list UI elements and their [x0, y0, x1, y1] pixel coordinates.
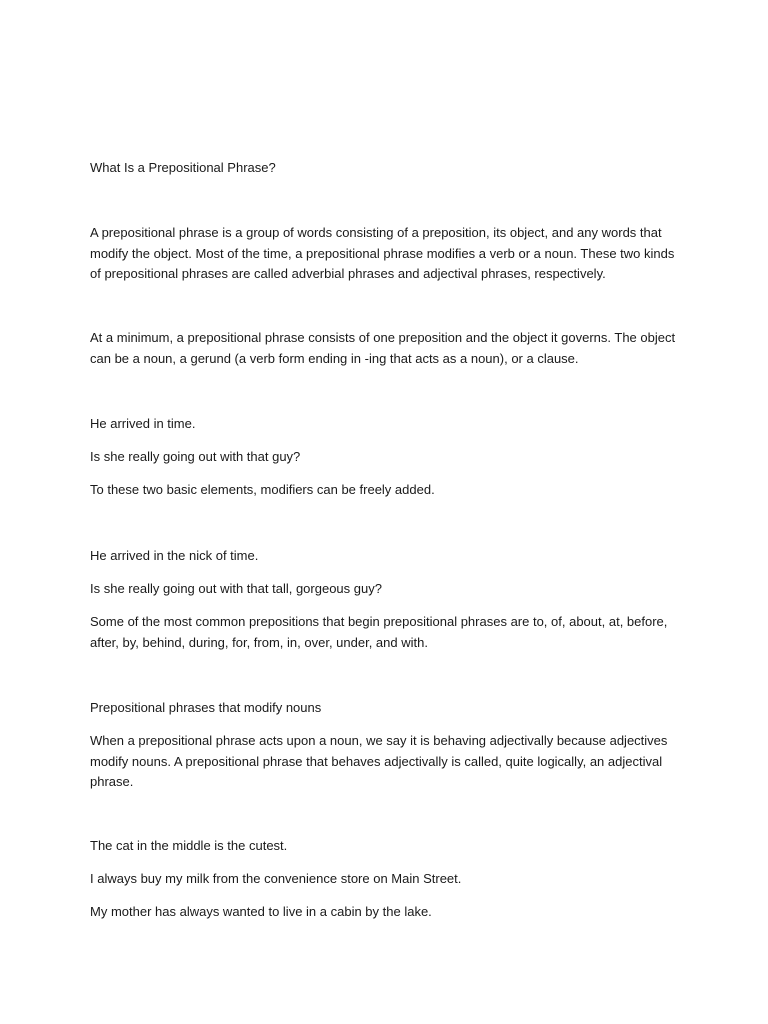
section-heading: Prepositional phrases that modify nouns — [90, 700, 322, 715]
minimum-paragraph: At a minimum, a prepositional phrase consists of one preposition and the object it governs. The object can be a noun, a gerund (a verb form ending in -ing that acts as a noun), or a clause. — [90, 330, 676, 366]
modifiers-note: To these two basic elements, modifiers can be freely added. — [90, 482, 435, 497]
example-sentence-6: I always buy my milk from the convenience store on Main Street. — [90, 871, 462, 886]
adjectival-explanation-paragraph: When a prepositional phrase acts upon a noun, we say it is behaving adjectivally because adjectives modify nouns. A prepositional phrase that behaves adjectivally is called, quite logically, an adjectival phrase. — [90, 733, 668, 789]
example-sentence-7: My mother has always wanted to live in a cabin by the lake. — [90, 904, 432, 919]
example-sentence-4: Is she really going out with that tall, gorgeous guy? — [90, 581, 382, 596]
document-title: What Is a Prepositional Phrase? — [90, 160, 276, 175]
common-prepositions-paragraph: Some of the most common prepositions that begin prepositional phrases are to, of, about, at, before, after, by, behind, during, for, from, in, over, under, and with. — [90, 614, 668, 650]
example-sentence-3: He arrived in the nick of time. — [90, 548, 259, 563]
example-sentence-2: Is she really going out with that guy? — [90, 449, 301, 464]
example-sentence-1: He arrived in time. — [90, 416, 196, 431]
intro-paragraph: A prepositional phrase is a group of words consisting of a preposition, its object, and any words that modify the object. Most of the time, a prepositional phrase modifies a verb or a noun. These two kinds of prepositional phrases are called adverbial phrases and adjectival phrases, respectively. — [90, 225, 675, 281]
example-sentence-5: The cat in the middle is the cutest. — [90, 838, 288, 853]
